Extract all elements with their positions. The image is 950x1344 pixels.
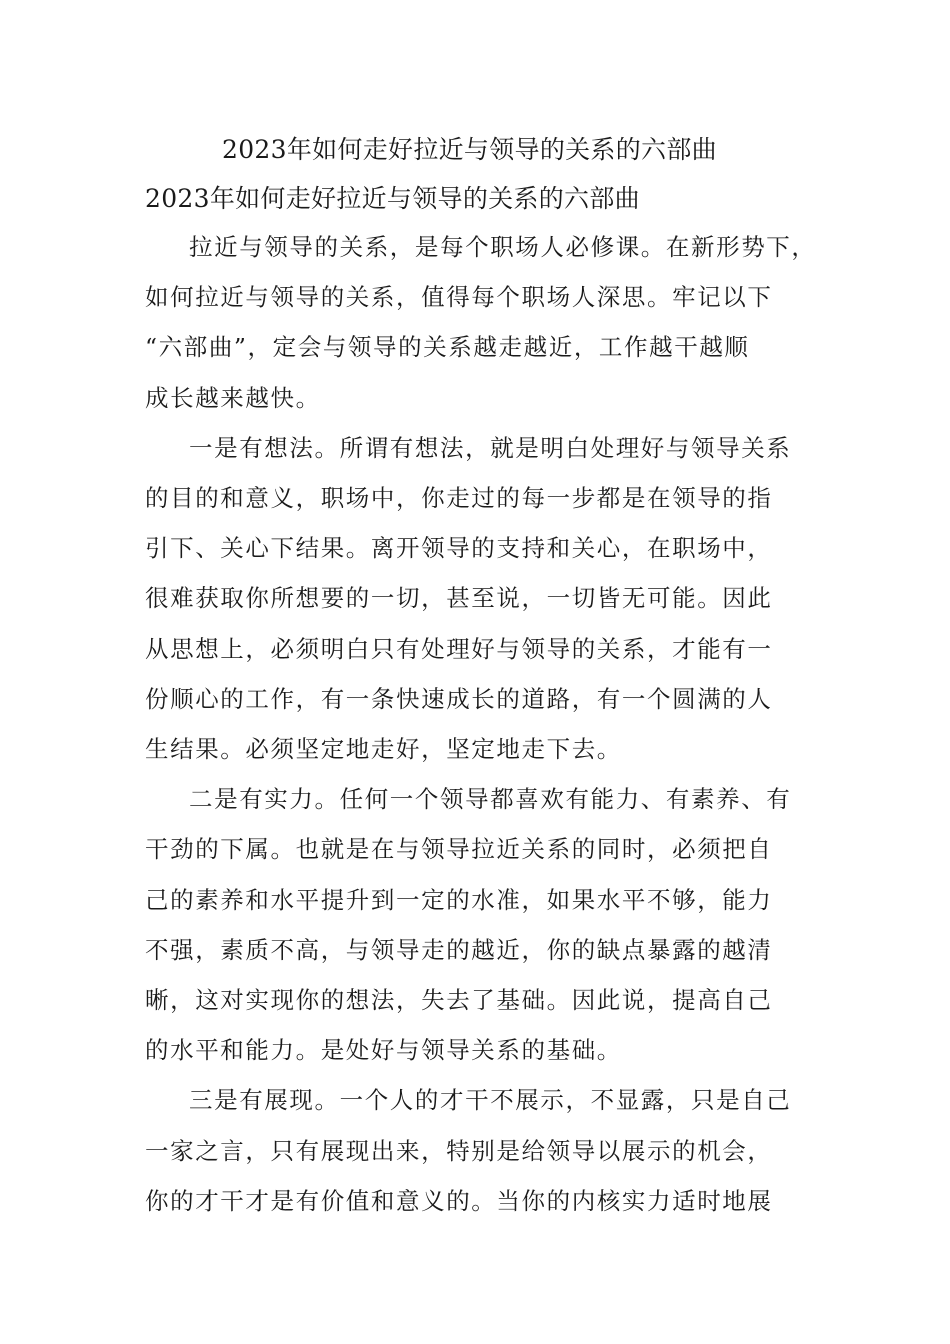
paragraph-line: 如何拉近与领导的关系，值得每个职场人深思。牢记以下 (145, 283, 773, 312)
paragraph-line: 三是有展现。一个人的才干不展示，不显露，只是自己 (189, 1086, 792, 1115)
document-subtitle: 2023年如何走好拉近与领导的关系的六部曲 (145, 184, 640, 213)
paragraph-line: 很难获取你所想要的一切，甚至说，一切皆无可能。因此 (145, 584, 773, 613)
document-body (145, 222, 825, 1226)
paragraph-line: 你的才干才是有价值和意义的。当你的内核实力适时地展 (145, 1186, 773, 1215)
paragraph-line: 二是有实力。任何一个领导都喜欢有能力、有素养、有 (189, 785, 792, 814)
paragraph-line: 己的素养和水平提升到一定的水准，如果水平不够，能力 (145, 885, 773, 914)
paragraph-step-two (145, 774, 825, 1075)
paragraph-line: 拉近与领导的关系，是每个职场人必修课。在新形势下， (189, 233, 817, 261)
paragraph-line: 的目的和意义，职场中，你走过的每一步都是在领导的指 (145, 484, 773, 513)
paragraph-line: 晰，这对实现你的想法，失去了基础。因此说，提高自己 (145, 986, 773, 1015)
paragraph-line: “六部曲”，定会与领导的关系越走越近，工作越干越顺 (145, 333, 750, 362)
paragraph-intro (145, 222, 825, 423)
paragraph-line: 从思想上，必须明白只有处理好与领导的关系，才能有一 (145, 634, 773, 663)
paragraph-step-three (145, 1075, 825, 1226)
paragraph-line: 份顺心的工作，有一条快速成长的道路，有一个圆满的人 (145, 684, 773, 713)
paragraph-line: 不强，素质不高，与领导走的越近，你的缺点暴露的越清 (145, 935, 773, 964)
paragraph-line: 一家之言，只有展现出来，特别是给领导以展示的机会， (145, 1136, 773, 1165)
paragraph-step-one (145, 423, 825, 774)
paragraph-line: 成长越来越快。 (145, 383, 321, 412)
paragraph-line: 的水平和能力。是处好与领导关系的基础。 (145, 1036, 622, 1065)
paragraph-line: 生结果。必须坚定地走好，坚定地走下去。 (145, 735, 622, 764)
paragraph-line: 干劲的下属。也就是在与领导拉近关系的同时，必须把自 (145, 835, 773, 864)
document-title: 2023年如何走好拉近与领导的关系的六部曲 (222, 135, 717, 164)
paragraph-line: 一是有想法。所谓有想法，就是明白处理好与领导关系 (189, 433, 792, 462)
paragraph-line: 引下、关心下结果。离开领导的支持和关心，在职场中， (145, 534, 773, 563)
